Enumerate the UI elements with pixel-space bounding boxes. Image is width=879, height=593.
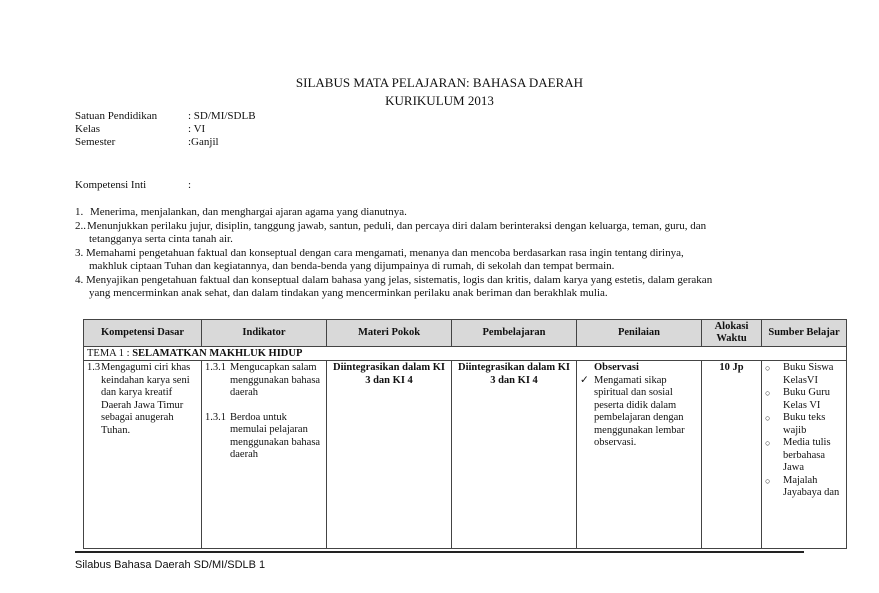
kd-text: Mengagumi ciri khas keindahan karya seni dan karya kreatif Daerah Jawa Timur sebagai anugerah Tuhan. <box>101 362 191 436</box>
circle-bullet-icon: ○ <box>765 438 771 448</box>
circle-bullet-icon: ○ <box>765 388 771 398</box>
indikator-number: 1.3.1 <box>205 362 226 373</box>
sumber-text: Buku teks wajib <box>783 412 826 436</box>
ki-item-3 <box>75 247 815 274</box>
ki-text-continued: tetangganya serta cinta tanah air. <box>89 233 233 245</box>
indikator-number: 1.3.1 <box>205 411 226 423</box>
header-indikator: Indikator <box>202 320 327 347</box>
info-label: Satuan Pendidikan <box>75 110 158 122</box>
indikator-cell <box>202 361 327 549</box>
syllabus-table <box>83 319 847 549</box>
header-penilaian: Penilaian <box>577 320 702 347</box>
penilaian-item <box>580 375 698 450</box>
checkmark-icon: ✓ <box>580 374 589 386</box>
info-row-semester <box>75 136 256 149</box>
document-subtitle: KURIKULUM 2013 <box>385 93 494 108</box>
ki-text: 3. Memahami pengetahuan faktual dan konseptual dengan cara mengamati, menanya dan mencoba berdasarkan rasa ingin tentang dirinya, <box>75 246 684 259</box>
ki-item-4 <box>75 274 815 301</box>
header-materi-pokok: Materi Pokok <box>327 320 452 347</box>
sumber-text: Buku Siswa KelasVI <box>783 362 834 386</box>
document-title: SILABUS MATA PELAJARAN: BAHASA DAERAH <box>295 75 584 90</box>
indikator-item <box>205 412 323 462</box>
page-footer: Silabus Bahasa Daerah SD/MI/SDLB 1 <box>75 559 266 571</box>
info-value: : SD/MI/SDLB <box>188 110 256 122</box>
circle-bullet-icon: ○ <box>765 363 771 373</box>
kompetensi-inti-list <box>75 206 815 301</box>
ki-number: 1. <box>75 206 84 218</box>
ki-text: Menunjukkan perilaku jujur, disiplin, tanggung jawab, santun, peduli, dan percaya diri dalam berinteraksi dengan keluarga, teman, guru, dan <box>87 219 707 232</box>
ki-text: Menerima, menjalankan, dan menghargai ajaran agama yang dianutnya. <box>90 206 407 218</box>
penilaian-cell <box>577 361 702 549</box>
ki-colon: : <box>188 179 192 191</box>
penilaian-title: Observasi <box>594 362 639 373</box>
penilaian-text: Mengamati sikap spiritual dan sosial peserta didik dalam pembelajaran dengan menggunakan lembar observasi. <box>594 374 685 448</box>
list-item <box>765 362 843 387</box>
footer-divider <box>75 551 804 553</box>
list-item <box>765 437 843 475</box>
ki-item-1 <box>75 206 815 220</box>
list-item <box>765 387 843 412</box>
header-alokasi-waktu: Alokasi Waktu <box>702 320 762 347</box>
list-item <box>765 412 843 437</box>
info-value: : VI <box>188 123 206 135</box>
sumber-text: Media tulis berbahasa Jawa <box>783 437 831 473</box>
header-sumber-belajar: Sumber Belajar <box>762 320 847 347</box>
tema-prefix: TEMA 1 : <box>87 348 133 359</box>
ki-item-2 <box>75 220 815 247</box>
kd-number: 1.3 <box>87 362 101 373</box>
info-row-kelas <box>75 123 256 136</box>
sumber-cell <box>762 361 847 549</box>
tema-row <box>84 347 847 361</box>
table-row <box>84 361 847 549</box>
table-header-row <box>84 320 847 347</box>
ki-text: 4. Menyajikan pengetahuan faktual dan konseptual dalam bahasa yang jelas, sistematis, logis dan kritis, dalam karya yang estetis, dalam gerakan <box>75 273 713 286</box>
info-label: Kelas <box>75 123 101 135</box>
info-value: :Ganjil <box>188 136 219 148</box>
pembelajaran-cell: Diintegrasikan dalam KI 3 dan KI 4 <box>452 361 577 549</box>
indikator-text: Berdoa untuk memulai pelajaran menggunakan bahasa daerah <box>230 411 321 460</box>
materi-cell: Diintegrasikan dalam KI 3 dan KI 4 <box>327 361 452 549</box>
sumber-text: Majalah Jayabaya dan <box>783 474 840 498</box>
sumber-text: Buku Guru Kelas VI <box>783 387 830 411</box>
indikator-text: Mengucapkan salam menggunakan bahasa daerah <box>230 362 321 398</box>
kompetensi-inti-heading <box>75 179 192 191</box>
ki-text-continued: yang mencerminkan anak sehat, dan dalam tindakan yang mencerminkan perilaku anak beriman dan berakhlak mulia. <box>89 287 608 299</box>
alokasi-cell: 10 Jp <box>702 361 762 549</box>
tema-cell <box>84 347 847 361</box>
indikator-item <box>205 362 323 400</box>
kd-cell <box>84 361 202 549</box>
info-label: Semester <box>75 136 116 148</box>
ki-label: Kompetensi Inti <box>75 179 147 191</box>
list-item <box>765 475 843 500</box>
tema-title: SELAMATKAN MAKHLUK HIDUP <box>132 348 303 359</box>
sumber-list <box>765 362 843 500</box>
identity-block <box>75 110 256 149</box>
circle-bullet-icon: ○ <box>765 475 771 486</box>
ki-number: 2.. <box>75 219 86 232</box>
info-row-satuan <box>75 110 256 123</box>
header-pembelajaran: Pembelajaran <box>452 320 577 347</box>
circle-bullet-icon: ○ <box>765 413 771 423</box>
ki-text-continued: makhluk ciptaan Tuhan dan kegiatannya, dan benda-benda yang dijumpainya di rumah, di sekolah dan tempat bermain. <box>89 260 615 272</box>
header-kompetensi-dasar: Kompetensi Dasar <box>84 320 202 347</box>
